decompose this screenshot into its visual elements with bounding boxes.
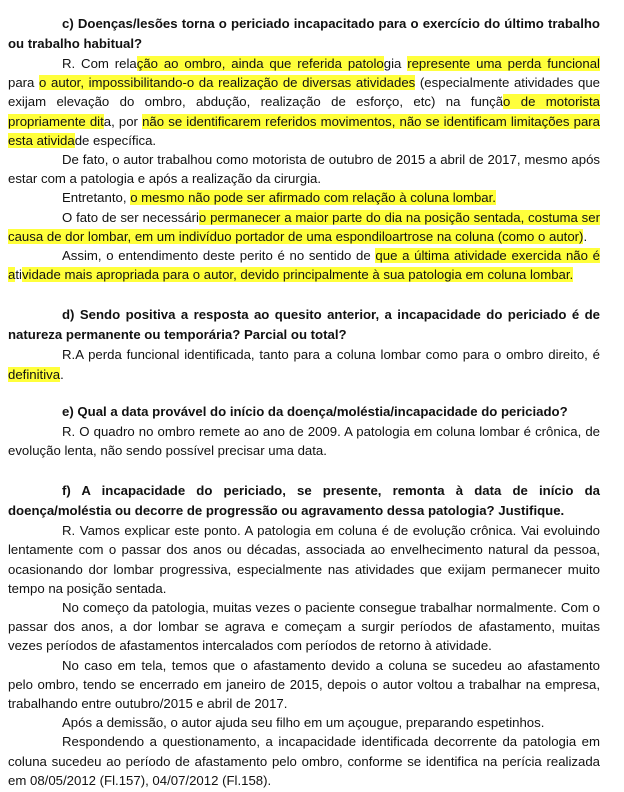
highlighted-text: o permanecer a maior parte do dia na posição sentada, costuma ser causa de dor lombar, em um indivíduo portador de uma espondiloartrose na coluna (como o autor) (8, 209, 601, 244)
answer-c-paragraph-5 (8, 246, 600, 284)
answer-f-paragraph-1: R. Vamos explicar este ponto. A patologia em coluna é de evolução crônica. Vai evoluindo lentamente com o passar dos anos ou décadas, associada ao envelhecimento natural da pessoa, ocasionando dor lombar progressiva, especialmente nas atividades que exijam permanecer muito tempo na posição sentada. (8, 523, 600, 596)
text-run: para (8, 75, 40, 91)
answer-f-paragraph-4: Após a demissão, o autor ajuda seu filho em um açougue, preparando espetinhos. (62, 715, 545, 731)
highlighted-text: o de motorista propriamente dit (8, 94, 600, 129)
spacer (8, 384, 600, 402)
answer-c-paragraph-3 (8, 188, 600, 207)
text-run: . (583, 228, 588, 244)
text-run: . (60, 366, 64, 382)
answer-e: R. O quadro no ombro remete ao ano de 2009. A patologia em coluna lombar é crônica, de evolução lenta, não sendo possível precisar uma data. (8, 423, 600, 459)
answer-c-paragraph-4 (8, 208, 600, 246)
highlighted-text: não se identificarem referidos movimentos, não se identificam limitações para esta ativida (8, 113, 601, 148)
answer-d (8, 345, 600, 383)
spacer (8, 460, 600, 481)
text-run: (especialmente atividades que exijam elevação do ombro, abdução, realização de esforço, etc) na funçã (8, 75, 600, 110)
text-run: ti (15, 267, 22, 283)
answer-c-paragraph-2: De fato, o autor trabalhou como motorista de outubro de 2015 a abril de 2017, mesmo após estar com a patologia e após a realização da cirurgia. (8, 152, 600, 187)
answer-f-paragraph-3: No caso em tela, temos que o afastamento devido a coluna se sucedeu ao afastamento pelo ombro, tendo se encerrado em janeiro de 2015, depois o autor voltou a trabalhar na empresa, trabalhando entre outubro/2015 e abril de 2017. (8, 657, 600, 712)
highlighted-text: definitiva (8, 366, 61, 382)
answer-c-paragraph-1 (8, 54, 600, 150)
question-e: e) Qual a data provável do início da doença/moléstia/incapacidade do periciado? (62, 403, 568, 419)
question-f: f) A incapacidade do periciado, se presente, remonta à data de início da doença/moléstia ou decorre de progressão ou agravamento dessa patologia? Justifique. (8, 483, 600, 519)
text-run: Assim, o entendimento deste perito é no sentido de (62, 248, 376, 264)
answer-f-paragraph-5: Respondendo a questionamento, a incapacidade identificada decorrente da patologia em coluna sucedeu ao período de afastamento pelo ombro, conforme se identifica na perícia realizada em 08/05/2012 (Fl.157), 04/07/2012 (Fl.158). (8, 734, 600, 788)
highlighted-text: ção ao ombro, ainda que referida patolo (136, 56, 384, 71)
answer-f-paragraph-2: No começo da patologia, muitas vezes o paciente consegue trabalhar normalmente. Com o passar dos anos, a dor lombar se agrava e começam a surgir períodos de afastamento, muitas vezes períodos de afastamentos intercalados com períodos de retorno à atividade. (8, 600, 600, 654)
highlighted-text: que a última atividade exercida não é a (8, 248, 600, 283)
highlighted-text: o mesmo não pode ser afirmado com relação à coluna lombar. (130, 190, 496, 206)
question-c: c) Doenças/lesões torna o periciado incapacitado para o exercício do último trabalho ou trabalho habitual? (8, 16, 600, 51)
highlighted-text: vidade mais apropriada para o autor, devido principalmente à sua patologia em coluna lombar. (21, 267, 574, 283)
text-run: gia (383, 56, 408, 71)
text-run: O fato de ser necessári (62, 209, 199, 225)
spacer (8, 284, 600, 305)
text-run: Entretanto, (62, 190, 131, 206)
highlighted-text: o autor, impossibilitando-o da realização de diversas atividades (39, 75, 416, 91)
text-run: R.A perda funcional identificada, tanto para a coluna lombar como para o ombro direito, é (62, 347, 600, 363)
question-d: d) Sendo positiva a resposta ao quesito anterior, a incapacidade do periciado é de natureza permanente ou temporária? Parcial ou total? (8, 307, 600, 343)
highlighted-text: represente uma perda funcional (407, 56, 600, 71)
text-run: R. Com rela (62, 56, 137, 71)
text-run: a, por (103, 113, 143, 129)
text-run: de específica. (74, 132, 157, 148)
